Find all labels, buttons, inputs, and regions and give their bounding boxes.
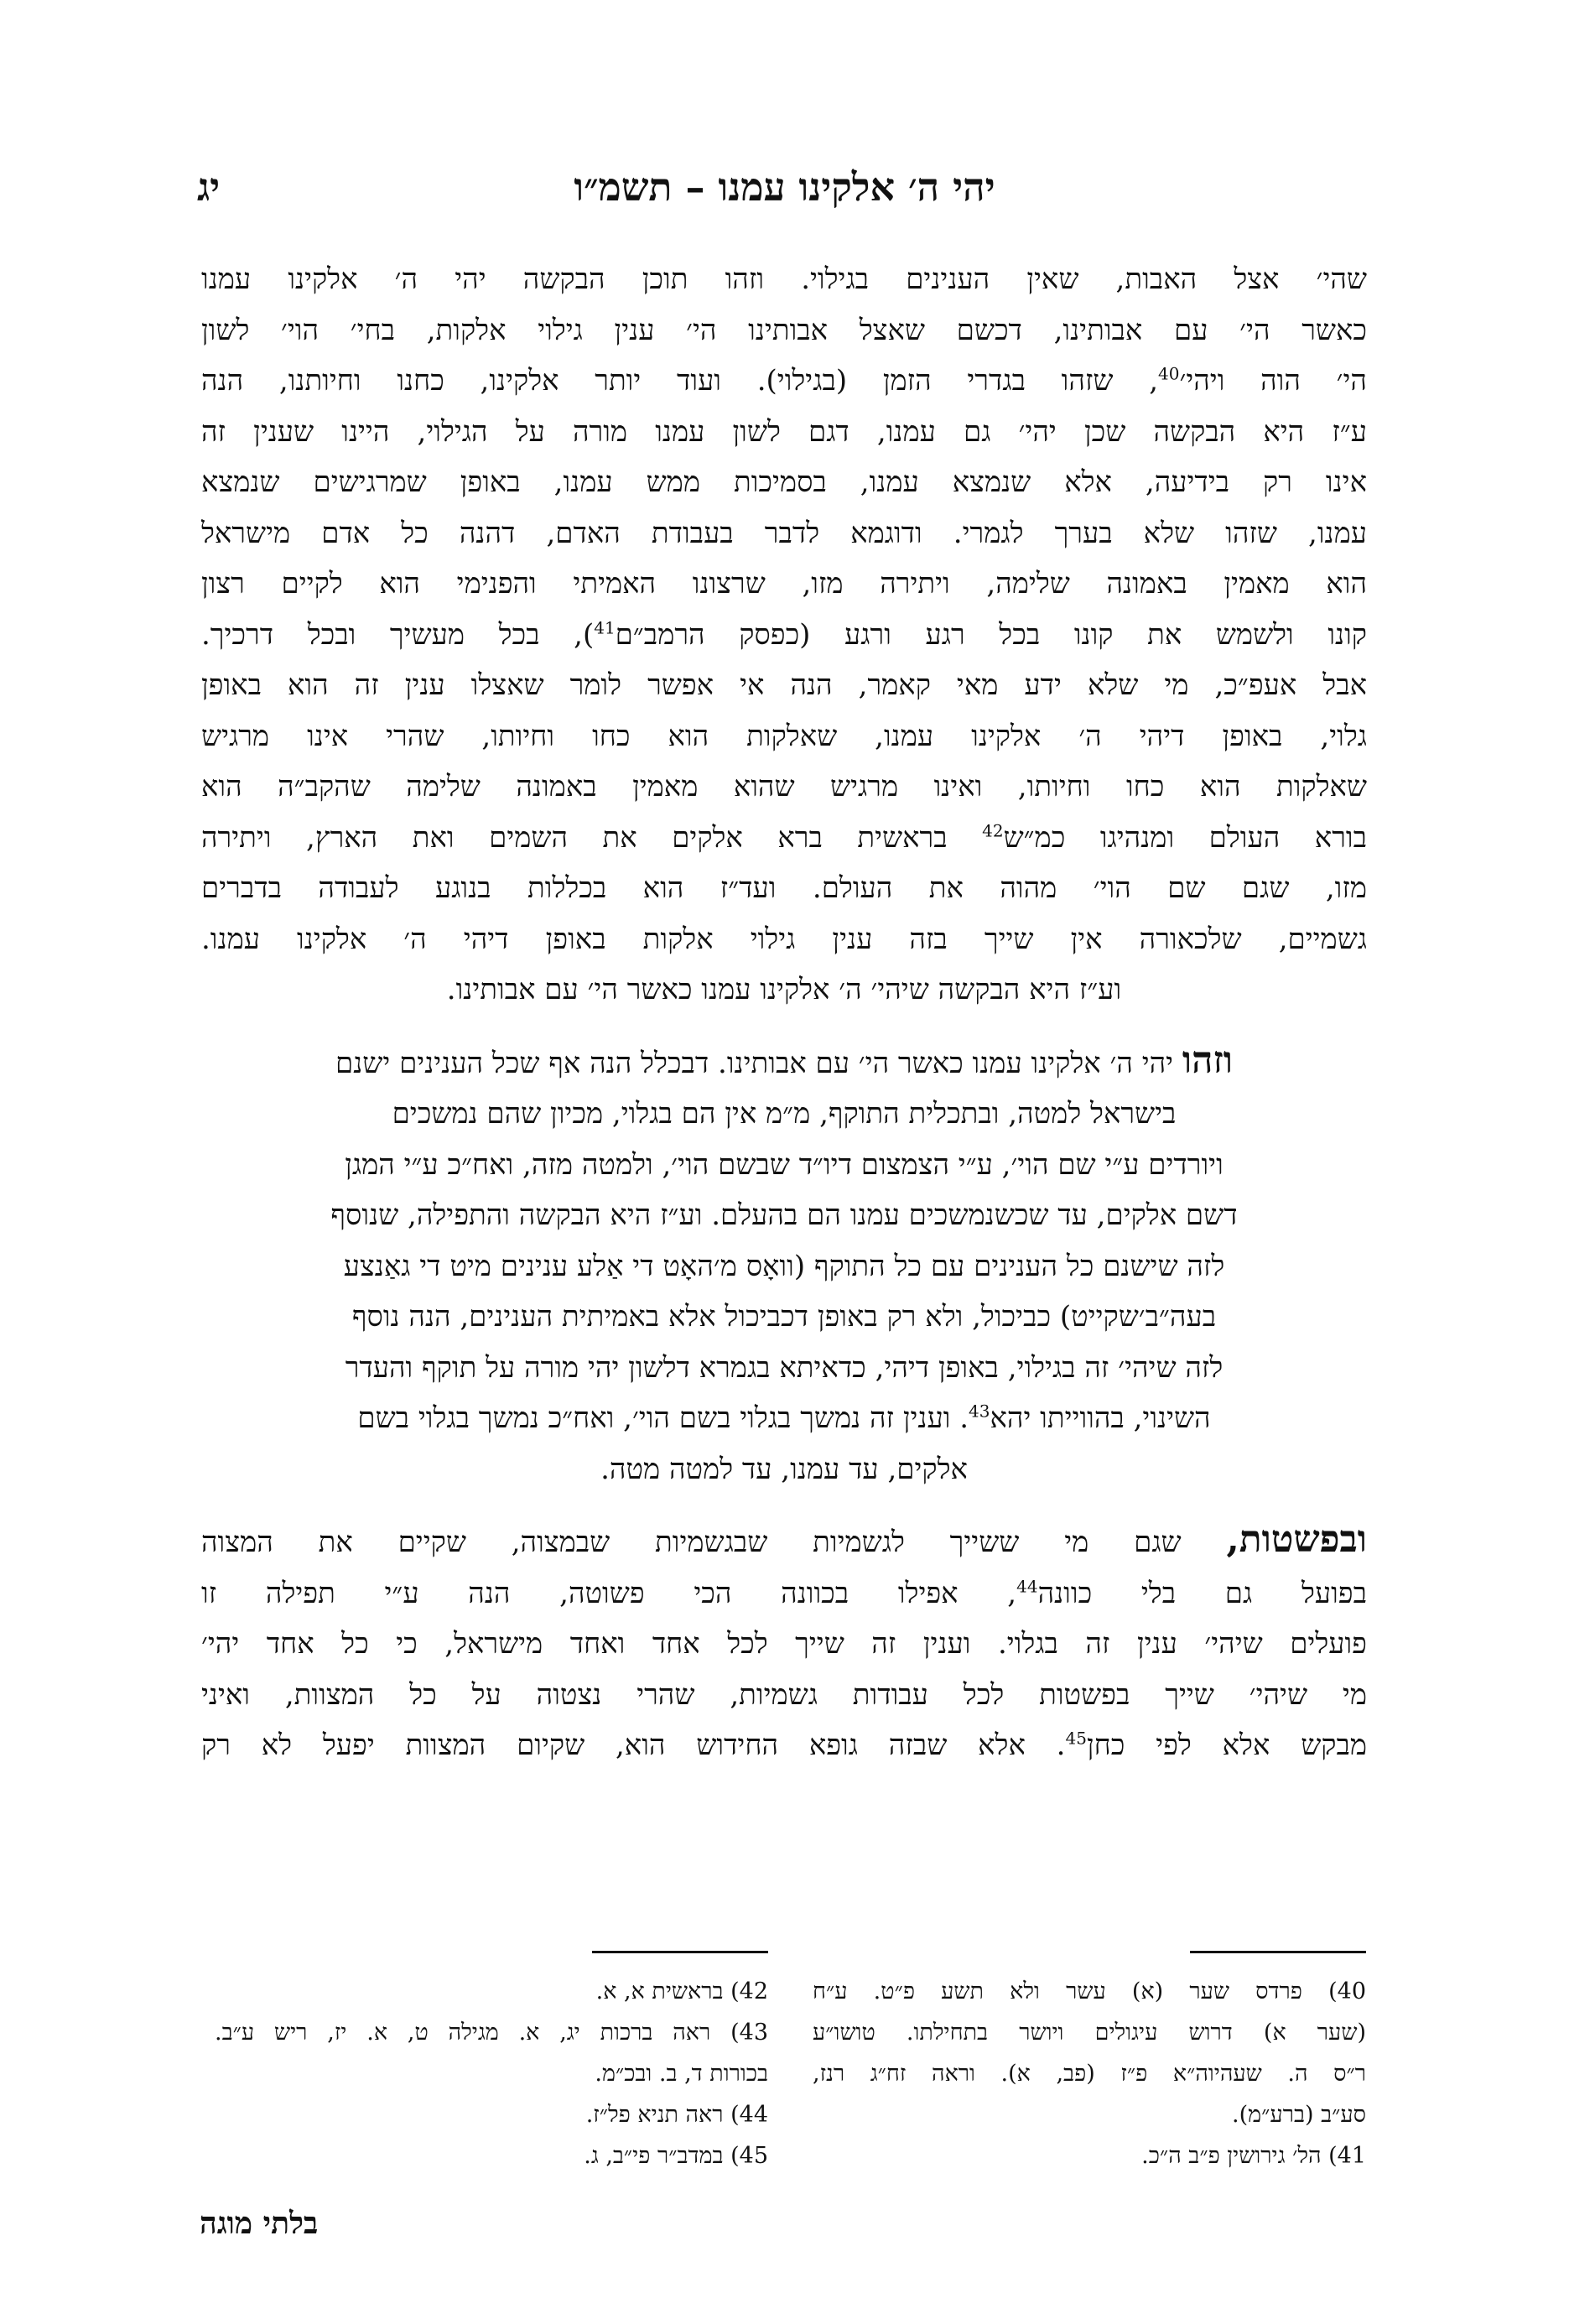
footnote-line: 43) ראה ברכות יג, א. מגילה ט, א. יז, ריש ע״ב. xyxy=(215,2020,768,2046)
text-line xyxy=(201,1577,1367,1610)
text-line: וע״ז היא הבקשה שיהי׳ ה׳ אלקינו עמנו כאשר הי׳ עם אבותינו. xyxy=(446,973,1122,1006)
footnote-ref: 40 xyxy=(1158,363,1180,384)
footnotes-left-column xyxy=(215,1971,768,2176)
text-run: הי׳ הוה ויהי׳ xyxy=(1179,364,1367,398)
footnote-43-end xyxy=(215,2053,768,2094)
footnote-ref: 43 xyxy=(969,1401,990,1422)
text-run: , אפילו בכוונה הכי פשוטה, הנה ע״י תפילה זו xyxy=(201,1576,1017,1610)
text-run: . אלא שבזה גופא החידוש הוא, שקיום המצוות יפעל לא רק xyxy=(201,1729,1066,1762)
text-line: לזה שישנם כל הענינים עם כל התוקף (וואָס מ׳האָט די אַלע ענינים מיט די גאַנצע xyxy=(343,1249,1225,1283)
footnote-ref: 42 xyxy=(982,820,1004,841)
text-line: עמנו, שזהו שלא בערך לגמרי. ודוגמא לדבר בעבודת האדם, דהנה כל אדם מישראל xyxy=(201,516,1367,550)
text-run: שגם מי ששייך לגשמיות שבגשמיות שבמצוה, שקיים את המצוה xyxy=(201,1526,1227,1559)
text-line: אבל אעפ״כ, מי שלא ידע מאי קאמר, הנה אי אפשר לומר שאצלו ענין זה הוא באופן xyxy=(201,668,1368,702)
text-line: אינו רק בידיעה, אלא שנמצא עמנו, בסמיכות ממש עמנו, באופן שמרגישים שנמצא xyxy=(201,465,1367,499)
page-number: יג xyxy=(197,164,221,210)
text-line: ע״ז היא הבקשה שכן יהי׳ גם עמנו, דגם לשון עמנו מורה על הגילוי, היינו שענין זה xyxy=(201,414,1367,449)
paragraph-3 xyxy=(201,1515,1367,1771)
text-run: . וענין זה נמשך בגלוי בשם הוי׳, ואח״כ נמשך בגלוי בשם xyxy=(357,1401,969,1435)
footnote-43 xyxy=(215,2012,768,2053)
running-head xyxy=(197,158,1372,216)
paragraph-1 xyxy=(201,254,1367,964)
footnote-ref: 44 xyxy=(1016,1576,1038,1597)
text-run: ), בכל מעשיך ובכל דרכיך. xyxy=(201,617,595,652)
text-line xyxy=(201,618,1367,652)
footnotes-right-column xyxy=(813,1971,1366,2176)
text-line: פועלים שיהי׳ ענין זה בגלוי. וענין זה שייך לכל אחד ואחד מישראל, כי כל אחד יהי׳ xyxy=(201,1627,1367,1661)
footnote-ref: 41 xyxy=(594,617,616,638)
text-line: בעה״ב׳שקייט) כביכול, ולא רק באופן דכביכול אלא באמיתית הענינים, הנה נוסף xyxy=(351,1300,1217,1334)
text-line: דשם אלקים, עד שכשנמשכים עמנו הם בהעלם. וע״ז היא הבקשה והתפילה, שנוסף xyxy=(330,1198,1238,1232)
text-line xyxy=(335,1038,1233,1082)
text-line xyxy=(201,1518,1367,1561)
text-line: הוא מאמין באמונה שלימה, ויתירה מזו, שרצונו האמיתי והפנימי הוא לקיים רצון xyxy=(201,567,1367,600)
text-line: מי שיהי׳ שייך בפשטות לכל עבודות גשמיות, שהרי נצטוה על כל המצוות, ואיני xyxy=(201,1677,1367,1712)
footnote-line: 44) ראה תניא פל״ז. xyxy=(585,2102,768,2128)
text-line: בישראל למטה, ובתכלית התוקף, מ״מ אין הם בגלוי, מכיון שהם נמשכים xyxy=(392,1097,1177,1131)
paragraph-1-closing xyxy=(201,964,1367,1016)
page-title: יהי ה׳ אלקינו עמנו – תשמ״ו xyxy=(574,164,995,210)
text-run: יהי ה׳ אלקינו עמנו כאשר הי׳ עם אבותינו. דבכלל הנה אף שכל הענינים ישנם xyxy=(335,1046,1182,1080)
footnote-40-end xyxy=(813,2094,1366,2135)
text-run: קונו ולשמש את קונו בכל רגע ורגע (כפסק הרמב״ם xyxy=(615,617,1368,652)
text-run: בורא העולם ומנהיגו כמ״ש xyxy=(1003,820,1367,855)
text-line: שהי׳ אצל האבות, שאין הענינים בגילוי. וזהו תוכן הבקשה יהי ה׳ אלקינו עמנו xyxy=(201,263,1367,296)
footnote-line: 45) במדב״ר פי״ב, ג. xyxy=(584,2143,768,2169)
footnote-divider xyxy=(592,1951,768,1953)
text-line xyxy=(201,821,1367,855)
footnote-line: בכורות ד, ב. ובכ״מ. xyxy=(595,2061,768,2087)
footnote-line: סע״ב (ברע״מ). xyxy=(1232,2102,1366,2128)
text-run: השינוי, בהווייתו יהא xyxy=(990,1401,1211,1435)
text-line: שאלקות הוא כחו וחיותו, ואינו מרגיש שהוא מאמין באמונה שלימה שהקב״ה הוא xyxy=(201,770,1367,803)
lead-word: ובפשטות, xyxy=(1226,1518,1367,1561)
text-run: מבקש אלא לפי כחן xyxy=(1086,1729,1368,1762)
text-line: כאשר הי׳ עם אבותינו, דכשם שאצל אבותינו הי׳ ענין גילוי אלקות, בחי׳ הוי׳ לשון xyxy=(201,313,1367,347)
text-run: בפועל גם בלי כוונה xyxy=(1037,1576,1367,1610)
text-line: גלוי, באופן דיהי ה׳ אלקינו עמנו, שאלקות הוא כחו וחיותו, שהרי אינו מרגיש xyxy=(201,719,1367,753)
footnote-40 xyxy=(813,1971,1366,2094)
footnote-41 xyxy=(813,2135,1366,2176)
footnote-45 xyxy=(215,2135,768,2176)
footnote-line: ר״ס ה. שעהיוה״א פ״ז (פב, א). וראה זח״ג רנז, xyxy=(813,2061,1366,2087)
footnote-line: 41) הל׳ גירושין פ״ב ה״כ. xyxy=(1141,2143,1366,2169)
footnote-line: 40) פרדס שער (א) עשר ולא תשע פ״ט. ע״ח xyxy=(813,1978,1366,2004)
main-text xyxy=(201,254,1367,1771)
footnote-44 xyxy=(215,2094,768,2135)
text-line: אלקים, עד עמנו, עד למטה מטה. xyxy=(600,1452,968,1486)
footnote-ref: 45 xyxy=(1065,1728,1087,1749)
unedited-label: בלתי מוגה xyxy=(200,2206,319,2241)
text-line: לזה שיהי׳ זה בגילוי, באופן דיהי, כדאיתא בגמרא דלשון יהי מורה על תוקף והעדר xyxy=(345,1350,1224,1385)
text-run: , שזהו בגדרי הזמן (בגילוי). ועוד יותר אלקינו, כחנו וחיותנו, הנה xyxy=(201,364,1159,398)
footnote-42 xyxy=(215,1971,768,2012)
text-run: בראשית ברא אלקים את השמים ואת הארץ, ויתירה xyxy=(201,820,983,855)
text-line: ויורדים ע״י שם הוי׳, ע״י הצמצום דיו״ד שבשם הוי׳, ולמטה מזה, ואח״כ ע״י המגן xyxy=(345,1147,1224,1182)
footnote-line: (שער א) דרוש עיגולים ויושר בתחילתו. טושו״ע xyxy=(813,2020,1366,2046)
text-line: גשמיים, שלכאורה אין שייך בזה ענין גילוי אלקות באופן דיהי ה׳ אלקינו עמנו. xyxy=(201,922,1367,956)
footnote-divider xyxy=(1190,1951,1366,1953)
lead-word: וזהו xyxy=(1182,1038,1233,1082)
text-line xyxy=(357,1401,1210,1435)
text-line xyxy=(201,364,1367,398)
text-line: מזו, שגם שם הוי׳ מהוה את העולם. ועד״ז הוא בכללות בנוגע לעבודה בדברים xyxy=(201,871,1367,905)
text-line xyxy=(201,1729,1367,1762)
paragraph-2 xyxy=(201,1036,1367,1495)
footnote-line: 42) בראשית א, א. xyxy=(595,1978,768,2004)
